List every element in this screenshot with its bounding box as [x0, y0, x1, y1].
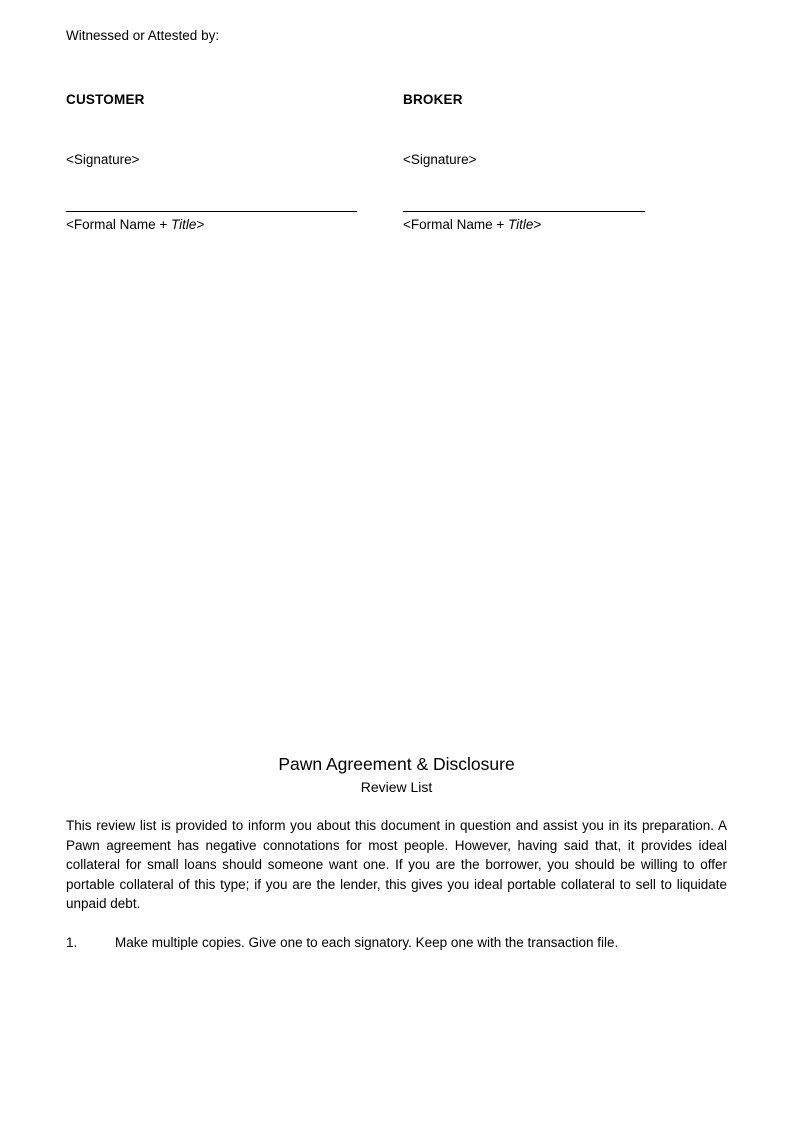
- customer-signature-placeholder: <Signature>: [66, 152, 140, 167]
- review-item-number: 1.: [66, 935, 78, 950]
- broker-role-label: BROKER: [403, 92, 463, 107]
- customer-signature-block: [66, 92, 357, 242]
- review-title: Pawn Agreement & Disclosure: [278, 754, 515, 774]
- review-intro-paragraph: This review list is provided to inform you about this document in question and assist you in its preparation. A Pawn agreement has negative connotations for most people. However, having said that, it provides ideal collateral for small loans should someone want one. If you are the borrower, you should be willing to offer portable collateral of this type; if you are the lender, this gives you ideal portable collateral to sell to liquidate unpaid debt.: [66, 818, 727, 911]
- customer-signature-line: [66, 211, 357, 212]
- review-heading: [0, 753, 793, 796]
- customer-role-label: CUSTOMER: [66, 92, 145, 107]
- customer-formal-name-prefix: <Formal Name +: [66, 217, 172, 232]
- broker-signature-line: [403, 211, 645, 212]
- review-item-text: Make multiple copies. Give one to each signatory. Keep one with the transaction file.: [115, 935, 619, 950]
- broker-formal-name-placeholder: [403, 217, 541, 232]
- review-subtitle: Review List: [360, 779, 433, 795]
- broker-formal-name-prefix: <Formal Name +: [403, 217, 509, 232]
- witnessed-attested-label: Witnessed or Attested by:: [66, 28, 220, 43]
- customer-formal-name-title: Title: [171, 217, 197, 232]
- customer-formal-name-suffix: >: [196, 217, 205, 232]
- broker-formal-name-suffix: >: [533, 217, 542, 232]
- broker-formal-name-title: Title: [508, 217, 534, 232]
- broker-signature-block: [403, 92, 645, 242]
- review-list-item: [66, 933, 727, 953]
- customer-formal-name-placeholder: [66, 217, 204, 232]
- broker-signature-placeholder: <Signature>: [403, 152, 477, 167]
